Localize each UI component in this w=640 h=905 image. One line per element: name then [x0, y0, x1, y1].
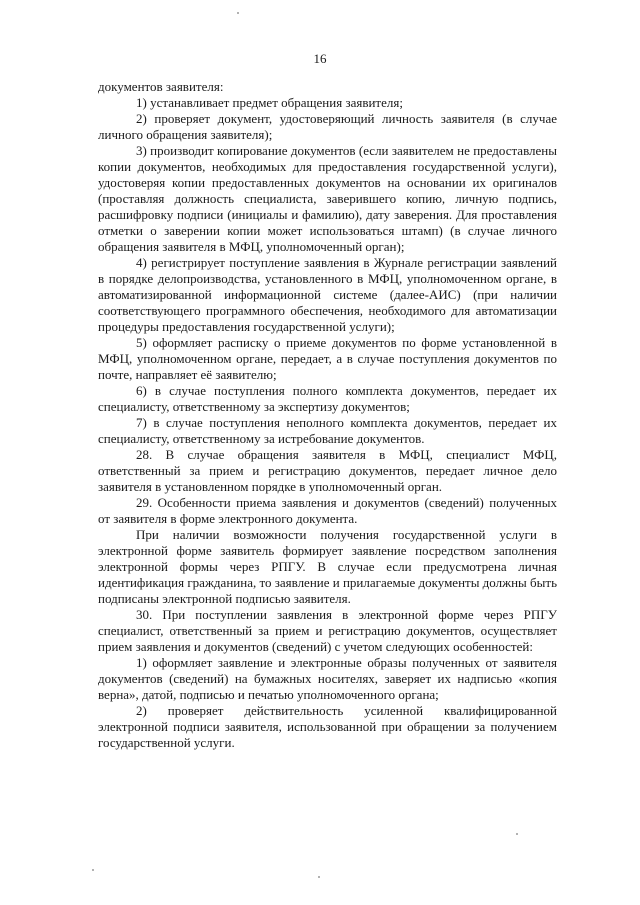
document-body: [98, 79, 557, 751]
scan-speck: [92, 869, 94, 871]
list-item-1: 1) устанавливает предмет обращения заявителя;: [136, 95, 403, 110]
section-30-item-1: 1) оформляет заявление и электронные образы полученных от заявителя документов (сведений) на бумажных носителях, заверяет их надписью «копия верна», датой, подписью и печатью уполномоченного органа;: [98, 655, 557, 702]
section-30-item-2: 2) проверяет действительность усиленной квалифицированной электронной подписи заявителя, использованной при обращении за получением государственной услуги.: [98, 703, 557, 750]
section-30: 30. При поступлении заявления в электронной форме через РПГУ специалист, ответственный за прием и регистрацию документов, осуществляет прием заявления и документов (сведений) с учетом следующих особенностей:: [98, 607, 557, 654]
list-item-3: 3) производит копирование документов (если заявителем не предоставлены копии документов, необходимых для предоставления государственной услуги), удостоверяя копии предоставленных документов на основании их оригиналов (проставляя должность специалиста, заверившего копию, личную подпись, расшифровку подписи (инициалы и фамилию), дату заверения. Для проставления отметки о заверении копии может использоваться штамп) (в случае личного обращения заявителя в МФЦ, уполномоченный орган);: [98, 143, 557, 254]
list-item-5: 5) оформляет расписку о приеме документов по форме установленной в МФЦ, уполномоченном органе, передает, а в случае поступления документов по почте, направляет её заявителю;: [98, 335, 557, 382]
scan-speck: [237, 12, 239, 14]
list-item-6: 6) в случае поступления полного комплекта документов, передает их специалисту, ответственному за экспертизу документов;: [98, 383, 557, 414]
section-29: 29. Особенности приема заявления и документов (сведений) полученных от заявителя в форме электронного документа.: [98, 495, 557, 526]
list-item-2: 2) проверяет документ, удостоверяющий личность заявителя (в случае личного обращения заявителя);: [98, 111, 557, 142]
paragraph-continuation: документов заявителя:: [98, 79, 224, 94]
scan-speck: [516, 833, 518, 835]
section-29-body: При наличии возможности получения государственной услуги в электронной форме заявитель формирует заявление посредством заполнения электронной формы через РПГУ. В случае если предусмотрена личная идентификация гражданина, то заявление и прилагаемые документы должны быть подписаны электронной подписью заявителя.: [98, 527, 557, 606]
scan-speck: [318, 876, 320, 878]
list-item-7: 7) в случае поступления неполного комплекта документов, передает их специалисту, ответственному за истребование документов.: [98, 415, 557, 446]
section-28: 28. В случае обращения заявителя в МФЦ, специалист МФЦ, ответственный за прием и регистрацию документов, передает личное дело заявителя в установленном порядке в уполномоченный орган.: [98, 447, 557, 494]
page-number: 16: [313, 51, 327, 66]
list-item-4: 4) регистрирует поступление заявления в Журнале регистрации заявлений в порядке делопроизводства, установленного в МФЦ, уполномоченном органе, в автоматизированной информационной системе (далее-АИС) (при наличии соответствующего программного обеспечения, необходимого для автоматизации процедуры предоставления государственной услуги);: [98, 255, 557, 334]
